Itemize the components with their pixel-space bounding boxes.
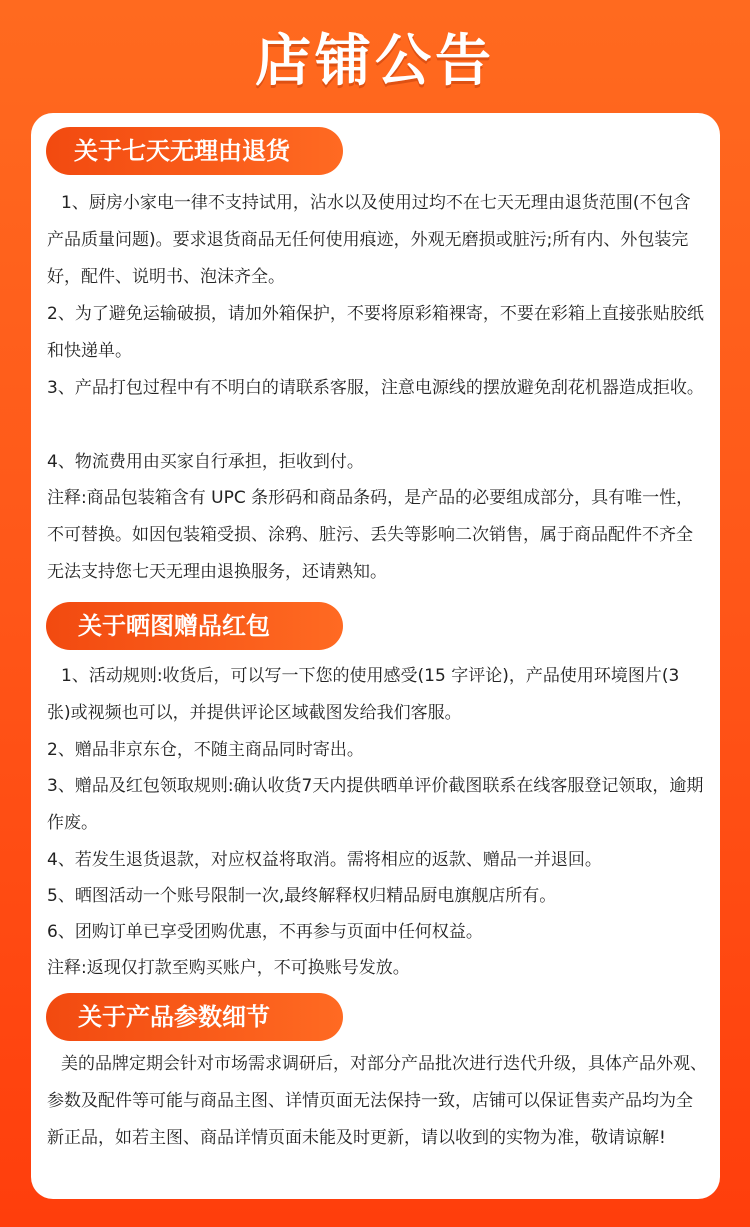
product-details-text: 美的品牌定期会针对市场需求调研后，对部分产品批次进行迭代升级，具体产品外观、参数及配件等可能与商品主图、详情页面无法保持一致，店铺可以保证售卖产品均为全新正品，如若主图、商品详情页面未能及时更新，请以收到的实物为准，敬请谅解! — [47, 1054, 707, 1148]
returns-rule-3: 3、产品打包过程中有不明白的请联系客服，注意电源线的摆放避免刮花机器造成拒收。 — [47, 378, 704, 398]
returns-rule-4: 4、物流费用由买家自行承担，拒收到付。 — [47, 452, 364, 472]
gift-rule-5: 5、晒图活动一个账号限制一次,最终解释权归精品厨电旗舰店所有。 — [47, 886, 557, 906]
notice-card — [31, 113, 720, 1199]
section-header-review-gifts: 关于晒图赠品红包 — [46, 602, 343, 650]
gift-note: 注释:返现仅打款至购买账户，不可换账号发放。 — [47, 958, 410, 978]
gift-rule-6: 6、团购订单已享受团购优惠，不再参与页面中任何权益。 — [47, 922, 483, 942]
gift-rule-2: 2、赠品非京东仓，不随主商品同时寄出。 — [47, 740, 364, 760]
gift-rule-3: 3、赠品及红包领取规则:确认收货7天内提供晒单评价截图联系在线客服登记领取，逾期作废。 — [47, 776, 704, 833]
section-header-product-details: 关于产品参数细节 — [46, 993, 343, 1041]
returns-rule-2: 2、为了避免运输破损，请加外箱保护，不要将原彩箱裸寄，不要在彩箱上直接张贴胶纸和快递单。 — [47, 304, 704, 361]
page-title: 店铺公告 — [255, 29, 495, 94]
section-header-returns: 关于七天无理由退货 — [46, 127, 343, 175]
gift-rule-1: 1、活动规则:收货后，可以写一下您的使用感受(15 字评论)，产品使用环境图片(3 张)或视频也可以，并提供评论区域截图发给我们客服。 — [47, 666, 680, 723]
returns-note: 注释:商品包装箱含有 UPC 条形码和商品条码，是产品的必要组成部分，具有唯一性，不可替换。如因包装箱受损、涂鸦、脏污、丢失等影响二次销售，属于商品配件不齐全无法支持您七天无理由退换服务，还请熟知。 — [47, 488, 694, 582]
returns-rule-1: 1、厨房小家电一律不支持试用，沾水以及使用过均不在七天无理由退货范围(不包含产品质量问题)。要求退货商品无任何使用痕迹，外观无磨损或脏污;所有内、外包装完好，配件、说明书、泡沫齐全。 — [47, 193, 691, 287]
gift-rule-4: 4、若发生退货退款，对应权益将取消。需将相应的返款、赠品一并退回。 — [47, 850, 602, 870]
